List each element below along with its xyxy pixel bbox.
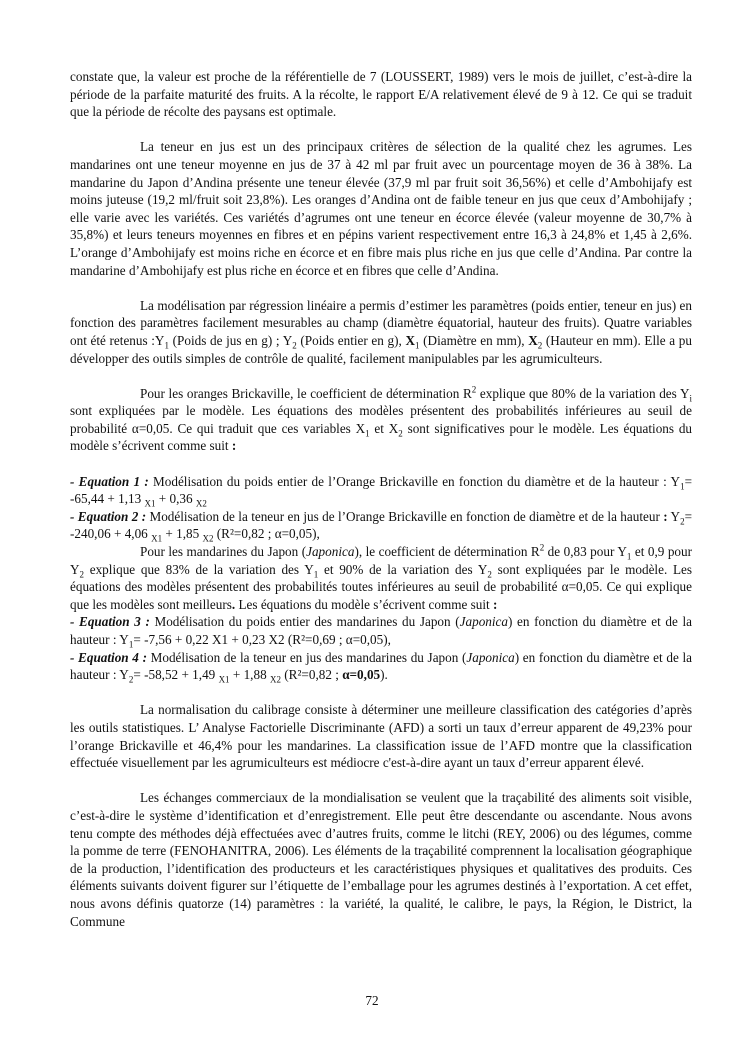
page-number: 72 [365,993,379,1008]
equation-3: - Equation 3 : Modélisation du poids entier des mandarines du Japon (Japonica) en fonction du diamètre et de la hauteur : $Y_1= -7,56 + 0,22$ X1 + 0,23 X2 (R²=0,69 ; α=0,05), [70,614,693,650]
paragraph-japonica: Pour les mandarines du Japon (Japonica), le coefficient de détermination $R^2$ de 0,83 pour $Y_1$ et 0,9 pour $Y_2$ explique que 83% de la variation des $Y_1$ et 90% de la variation des $Y_2$ sont expliquées par le modèle. Les équations des modèles présentent des probabilités toutes inférieures au seuil de probabilité α=0,05. Ce qui explique que les modèles sont meilleurs. Les équations du modèle s’écrivent comme suit : [70,542,692,612]
paragraph-brickaville: Pour les oranges Brickaville, le coefficient de détermination $R^2$ explique que 80% de la variation des $Y_i$ sont expliquées par le modèle. Les équations des modèles présentent des probabilités inférieures au seuil de probabilité α=0,05. Ce qui traduit que ces variables $X_1$ et $X_2$ sont significatives pour le modèle. Les équations du modèle s’écrivent comme suit : [70,384,693,454]
equation-4: - Equation 4 : Modélisation de la teneur en jus des mandarines du Japon (Japonica) en fonction du diamètre et de la hauteur : $Y_2= -58,52 + 1,49$ $_{X1}$ + 1,88 $_{X2}$ (R²=0,82 ; α=0,05). [70,649,693,685]
paragraph-tracabilite: Les échanges commerciaux de la mondialisation se veulent que la traçabilité des aliments soit visible, c’est-à-dire le système d’identification et d’enregistrement. Elle peut être descendante ou ascendante. Nous avons tenu compte des méthodes déjà effectuées avec d’autres fruits, comme le litchi (REY, 2006) ou des légumes, comme la pomme de terre (FENOHANITRA, 2006). Les éléments de la traçabilité comprennent la localisation géographique de la production, l’identification des producteurs et les caractéristiques physiques et qualitatives des produits. Ces éléments suivants doivent figurer sur l’étiquette de l’emballage pour les agrumes destinés à l’exportation. A cet effet, nous avons définis quatorze (14) paramètres : la variété, la qualité, le calibre, le pays, la Région, le District, la Commune [70,790,692,929]
document-page [70,68,692,930]
paragraph-modelisation: La modélisation par régression linéaire a permis d’estimer les paramètres (poids entier, teneur en jus) en fonction des paramètres facilement mesurables au champ (diamètre équatorial, hauteur des fruits). Quatre variables ont été retenus $:Y_1$ (Poids de jus en g) ; $Y_2$ (Poids entier en g), $X_1$ (Diamètre en mm), $X_2$ (Hauteur en mm). Elle a pu développer des outils simples de contrôle de qualité, facilement manipulables par les agrumiculteurs. [70,297,692,366]
paragraph-calibrage: La normalisation du calibrage consiste à déterminer une meilleure classification des catégories d’après les outils statistiques. L’ Analyse Factorielle Discriminante (AFD) a sorti un taux d’erreur apparent de 49,23% pour l’orange Brickaville et 46,4% pour les mandarines. La classification issue de l’AFD montre que la classification effectuée visuellement par les agrumiculteurs est médiocre c'est-à-dire ayant un taux d’erreur apparent élevé. [70,702,692,771]
paragraph-juice-content: La teneur en jus est un des principaux critères de sélection de la qualité chez les agrumes. Les mandarines ont une teneur moyenne en jus de 37 à 42 ml par fruit avec un pourcentage moyen de 36 à 38%. La mandarine du Japon d’Andina présente une teneur élevée (37,9 ml par fruit soit 36,56%) et celle d’Ambohijafy est moins juteuse (19,2 ml/fruit soit 23,8%). Les oranges d’Andina ont de faible teneur en jus que ceux d’Ambohijafy ; elle varie avec les variétés. Ces variétés d’agrumes ont une teneur en écorce élevée (valeur moyenne de 30,7% à 35,8%) et leurs teneurs moyennes en fibres et en pépins varient respectivement entre 16,3 à 24,8% et 1,45 à 2,6%. L’orange d’Ambohijafy est moins riche en écorce et en fibre mais plus riche en jus que celle d’Andina. Par contre la mandarine d’Ambohijafy est plus riche en écorce et en fibres que celle d’Andina. [70,139,692,278]
equation-1: - Equation 1 : Modélisation du poids entier de l’Orange Brickaville en fonction du diamètre et de la hauteur : $Y_1= -65,44 + 1,13$ $_{X1}$ + 0,36 $_{X2}$ [70,473,693,509]
paragraph-maturity: constate que, la valeur est proche de la référentielle de 7 (LOUSSERT, 1989) vers le mois de juillet, c’est-à-dire la période de la parfaite maturité des fruits. A la récolte, le rapport E/A relativement élevé de 9 à 12. Ce qui se traduit que la période de récolte des paysans est optimale. [70,69,692,120]
equation-2: - Equation 2 : Modélisation de la teneur en jus de l’Orange Brickaville en fonction de diamètre et de la hauteur : $Y_2= -240,06 + 4,06$ $_{X1}$ + 1,85 $_{X2}$ (R²=0,82 ; α=0,05), [70,508,692,545]
